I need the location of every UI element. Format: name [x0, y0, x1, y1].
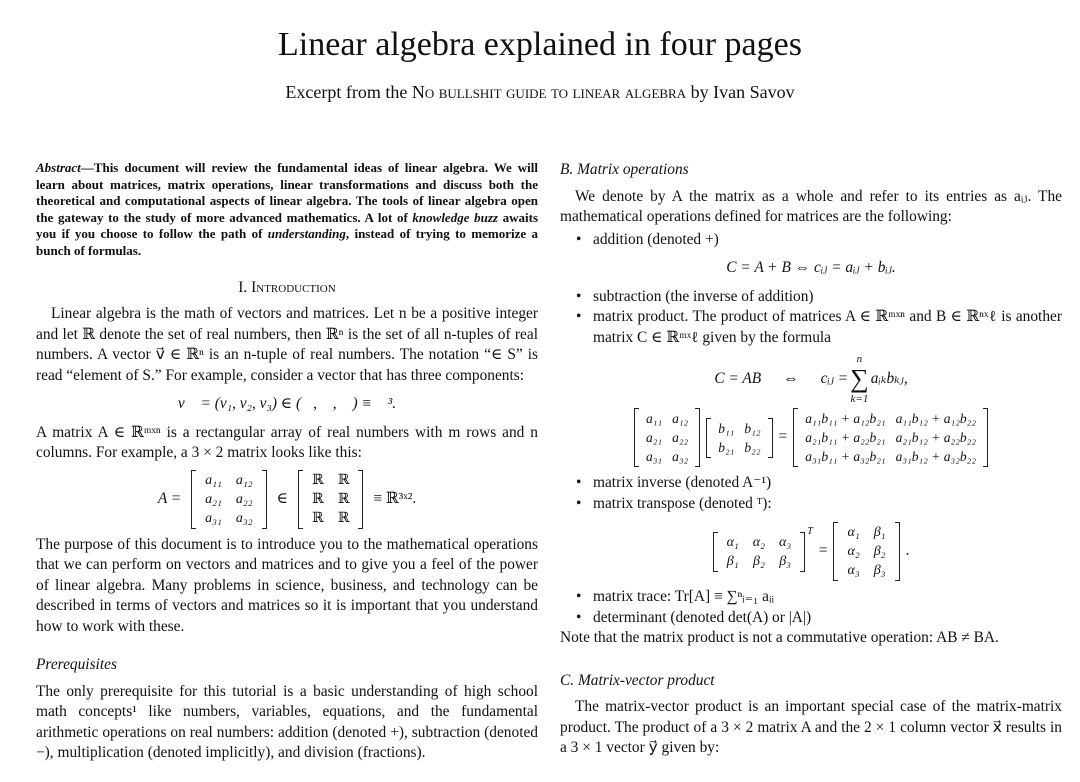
mat-cell: a₃₁b₁₂ + a₃₂b₂₂: [895, 449, 977, 464]
section-number: I.: [238, 278, 252, 296]
section-title: Introduction: [251, 278, 336, 296]
mat-cell: a₃₂: [672, 449, 689, 464]
equation-transpose: [560, 522, 1062, 581]
mat-cell: β₃: [779, 553, 792, 569]
transpose-superscript: T: [807, 526, 813, 537]
mat-cell: a₁₁b₁₂ + a₁₂b₂₂: [895, 411, 977, 426]
matrix-a-cell: a₂₁: [205, 491, 222, 507]
abstract-em-knowledge-buzz: knowledge buzz: [412, 209, 498, 225]
matrix-operations-intro: We denote by A the matrix as a whole and refer to its entries as aᵢⱼ. The mathematical operations defined for matrices are the following:: [560, 187, 1062, 225]
section-introduction-heading: [36, 278, 538, 299]
matrix-a-cell: a₂₂: [235, 491, 253, 507]
sum-lower: k=1: [850, 393, 869, 405]
matrix-a-cell: a₁₂: [235, 472, 253, 488]
summation-symbol: [850, 352, 869, 406]
mat-cell: β₂: [752, 553, 765, 569]
list-item-inverse: • matrix inverse (denoted A⁻¹): [560, 473, 1062, 494]
mat-cell: a₁₂: [672, 411, 689, 426]
prerequisites-text: The only prerequisite for this tutorial is a basic understanding of high school math concepts¹ like numbers, variables, equations, and the fundamental arithmetic operations on real numbers: addition (denoted +), subtraction (denoted −), multiplication (denoted implicitly), and division (fractions).: [36, 682, 538, 762]
eq-product-c: cᵢⱼ =: [820, 369, 849, 387]
list-item-transpose: • matrix transpose (denoted ᵀ):: [560, 494, 1062, 515]
intro-paragraph-1: Linear algebra is the math of vectors and matrices. Let n be a positive integer and let ℝ denote the set of real numbers, then ℝⁿ is the set of all n-tuples of real numbers. A vector v⃗ ∈ ℝⁿ is an n-tuple of real numbers. The notation “∈ S” is read “element of S.” For example, consider a vector that has three components:: [36, 305, 538, 384]
mat-cell: b₁₂: [744, 420, 761, 436]
eq-product-rhs: [821, 352, 908, 406]
matrix-a: [191, 470, 266, 529]
list-item-product: • matrix product. The product of matrices A ∈ ℝᵐˣⁿ and B ∈ ℝⁿˣℓ is another matrix C ∈ ℝᵐˣℓ given by the formula: [560, 307, 1062, 348]
matrix-a-cell: a₃₂: [235, 510, 253, 526]
subtitle-prefix: Excerpt from the: [285, 82, 412, 102]
matrix-a-3x2: [634, 408, 700, 467]
mat-cell: α₃: [779, 534, 792, 550]
eq-product-term: aᵢₖbₖⱼ,: [870, 369, 908, 387]
equation-product: [560, 352, 1062, 406]
equation-matrix-a: [36, 470, 538, 529]
mat-cell: a₃₁: [645, 449, 663, 464]
mat-cell: α₁: [847, 525, 860, 540]
mat-cell: a₁₁: [645, 411, 663, 426]
iff-symbol: ⇔: [783, 369, 799, 387]
paper-title: Linear algebra explained in four pages: [278, 26, 802, 63]
list-item-trace: • matrix trace: Tr[A] ≡ ∑ⁿᵢ₌₁ aᵢᵢ: [560, 587, 1062, 608]
matrix-transposed: [833, 522, 899, 581]
equation-matrix-product: [560, 408, 1062, 467]
matrix-ab-result: [793, 408, 988, 467]
matrix-reals: [298, 470, 363, 529]
abstract-em-understanding: understanding: [267, 226, 346, 242]
abstract-mid: awaits you if you choose to follow the path of: [36, 209, 538, 242]
intro-paragraph-3: The purpose of this document is to introduce you to the mathematical operations that we can perform on vectors and matrices and to give you a feel of the power of linear algebra. Many problems in science, business, and technology can be described in terms of vectors and matrices so it is important that you understand how to work with these.: [36, 535, 538, 635]
equals-sign: =: [818, 542, 828, 560]
period: .: [905, 542, 910, 560]
commutative-note: Note that the matrix product is not a commutative operation: AB ≠ BA.: [560, 629, 999, 646]
mat-cell: α₃: [847, 563, 860, 578]
matrix-operations-list-2: [560, 287, 1062, 349]
matrix-a-cell: a₁₁: [205, 472, 222, 488]
abstract-end: , instead of trying to memorize a bunch of formulas.: [36, 226, 538, 258]
mat-cell: a₂₂: [672, 430, 689, 445]
matrix-operations-list-4: [560, 587, 1062, 628]
mat-cell: b₁₁: [718, 420, 735, 436]
matrix-reals-cell: ℝ: [312, 510, 324, 526]
matrix-vector-text: The matrix-vector product is an important special case of the matrix-matrix product. The product of a 3 × 2 matrix A and the 2 × 1 column vector x⃗ results in a 3 × 1 vector y⃗ given by:: [560, 698, 1062, 756]
matrix-b-2x2: [706, 418, 772, 458]
matrix-reals-cell: ℝ: [337, 510, 350, 526]
mat-cell: a₁₁b₁₁ + a₁₂b₂₁: [805, 411, 886, 426]
eq-matrix-lhs: A =: [157, 489, 182, 507]
abstract-text: —This document will review the fundamental ideas of linear algebra. We will learn about matrices, matrix operations, linear transformations and discuss both the theoretical and computational aspects of linear algebra. The tools of linear algebra open the gateway to the study of more advanced mathematics. A lot of: [36, 160, 538, 225]
mat-cell: a₃₁b₁₁ + a₃₂b₂₁: [805, 449, 886, 464]
left-column: [36, 160, 538, 764]
list-item-subtraction: • subtraction (the inverse of addition): [560, 287, 1062, 308]
matrix-a-cell: a₃₁: [205, 510, 222, 526]
matrix-operations-list-3: [560, 473, 1062, 514]
matrix-reals-cell: ℝ: [312, 472, 324, 488]
mat-cell: b₂₂: [744, 439, 761, 455]
matrix-alpha-beta: [713, 532, 806, 572]
matrix-reals-cell: ℝ: [337, 491, 350, 507]
mat-cell: a₂₁: [645, 430, 663, 445]
matrix-operations-list: [560, 230, 1062, 251]
equation-addition: C = A + B ⇔ cᵢⱼ = aᵢⱼ + bᵢⱼ.: [726, 259, 896, 276]
mat-cell: b₂₁: [718, 439, 735, 455]
mat-cell: a₂₁b₁₁ + a₂₂b₂₁: [805, 430, 886, 445]
mat-cell: α₁: [726, 534, 739, 550]
sum-upper: n: [856, 353, 863, 365]
mat-cell: β₁: [873, 525, 886, 540]
matrix-operations-heading: B. Matrix operations: [560, 161, 689, 178]
paper-subtitle: [0, 82, 1080, 103]
mat-cell: α₂: [847, 544, 860, 559]
sigma-icon: ∑: [850, 364, 869, 393]
mat-cell: a₂₁b₁₂ + a₂₂b₂₂: [895, 430, 977, 445]
matrix-vector-heading: C. Matrix-vector product: [560, 671, 715, 689]
element-of-symbol: ∈: [276, 489, 289, 507]
mat-cell: β₃: [873, 563, 886, 578]
equals-sign: =: [778, 428, 788, 446]
mat-cell: α₂: [752, 534, 766, 550]
prerequisites-heading: Prerequisites: [36, 656, 117, 674]
subtitle-suffix: by Ivan Savov: [686, 82, 795, 102]
mat-cell: β₂: [873, 544, 886, 559]
mat-cell: β₁: [726, 553, 739, 569]
eq-matrix-rhs: ≡ ℝ³ˣ².: [373, 489, 417, 507]
abstract-label: Abstract: [36, 160, 81, 175]
matrix-reals-cell: ℝ: [312, 491, 324, 507]
right-column: [560, 160, 1062, 759]
intro-paragraph-2: A matrix A ∈ ℝᵐˣⁿ is a rectangular array of real numbers with m rows and n columns. For example, a 3 × 2 matrix looks like this:: [36, 423, 538, 462]
equation-vector: v⃗ = (v₁, v₂, v₃) ∈ (ℝ, ℝ, ℝ) ≡ ℝ³.: [177, 395, 397, 413]
list-item-addition: • addition (denoted +): [560, 230, 1062, 251]
eq-product-lhs: C = AB: [714, 369, 762, 387]
abstract: [36, 160, 538, 260]
list-item-determinant: • determinant (denoted det(A) or |A|): [560, 608, 1062, 629]
book-title: No bullshit guide to linear algebra: [411, 82, 687, 102]
matrix-reals-cell: ℝ: [337, 472, 350, 488]
